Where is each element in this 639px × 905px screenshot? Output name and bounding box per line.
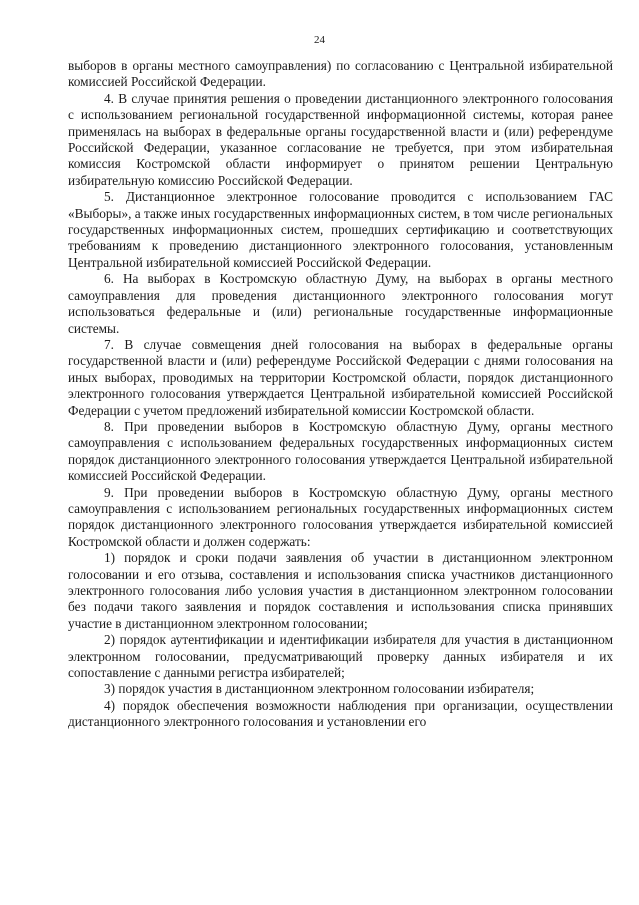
paragraph-5: 5. Дистанционное электронное голосование проводится с использованием ГАС «Выборы», а также иных государственных информационных систем, в том числе региональных государственных информационных систем, прошедших сертификацию и соответствующих требованиям к проведению дистанционного электронного голосования, установленным Центральной избирательной комиссией Российской Федерации. — [68, 189, 613, 270]
paragraph-8: 8. При проведении выборов в Костромскую областную Думу, органы местного самоуправления с использованием федеральных государственных информационных систем порядок дистанционного электронного голосования утверждается Центральной избирательной комиссией Российской Федерации. — [68, 418, 613, 484]
paragraph-7: 7. В случае совмещения дней голосования на выборах в федеральные органы государственной власти и (или) референдуме Российской Федерации с днями голосования на иных выборах, проводимых на территории Костромской области, порядок дистанционного электронного голосования утверждается Центральной избирательной комиссией Российской Федерации с учетом предложений избирательной комиссии Костромской области. — [68, 336, 613, 418]
paragraph-9: 9. При проведении выборов в Костромскую областную Думу, органы местного самоуправления с использованием региональных государственных информационных систем порядок дистанционного электронного голосования утверждается избирательной комиссией Костромской области и должен содержать: — [68, 484, 613, 549]
document-body — [68, 58, 613, 731]
paragraph-continuation: выборов в органы местного самоуправления) по согласованию с Центральной избирательной комиссией Российской Федерации. — [68, 58, 613, 90]
paragraph-6: 6. На выборах в Костромскую областную Думу, на выборах в органы местного самоуправления для проведения дистанционного электронного голосования могут использоваться федеральные и (или) региональные государственные информационные системы. — [68, 271, 613, 336]
paragraph-4: 4. В случае принятия решения о проведении дистанционного электронного голосования с использованием региональной государственной информационной системы, которая ранее применялась на выборах в федеральные органы государственной власти и (или) референдуме Российской Федерации, указанное согласование не требуется, при этом избирательная комиссия Костромской области информирует о принятом решении Центральную избирательную комиссию Российской Федерации. — [68, 90, 613, 188]
page-number: 24 — [314, 34, 325, 46]
list-item-3: 3) порядок участия в дистанционном электронном голосовании избирателя; — [104, 681, 535, 697]
list-item-1: 1) порядок и сроки подачи заявления об участии в дистанционном электронном голосовании и его отзыва, составления и использования списка участников дистанционного электронного голосования либо условия участия в дистанционном электронном голосовании без подачи такого заявления и порядок составления и использования списка принявших участие в дистанционном электронном голосовании; — [68, 550, 613, 631]
list-item-4: 4) порядок обеспечения возможности наблюдения при организации, осуществлении дистанционного электронного голосования и установлении его — [68, 697, 613, 730]
list-item-2: 2) порядок аутентификации и идентификации избирателя для участия в дистанционном электронном голосовании, предусматривающий проверку данных избирателя и их сопоставление с данными регистра избирателей; — [68, 632, 613, 681]
